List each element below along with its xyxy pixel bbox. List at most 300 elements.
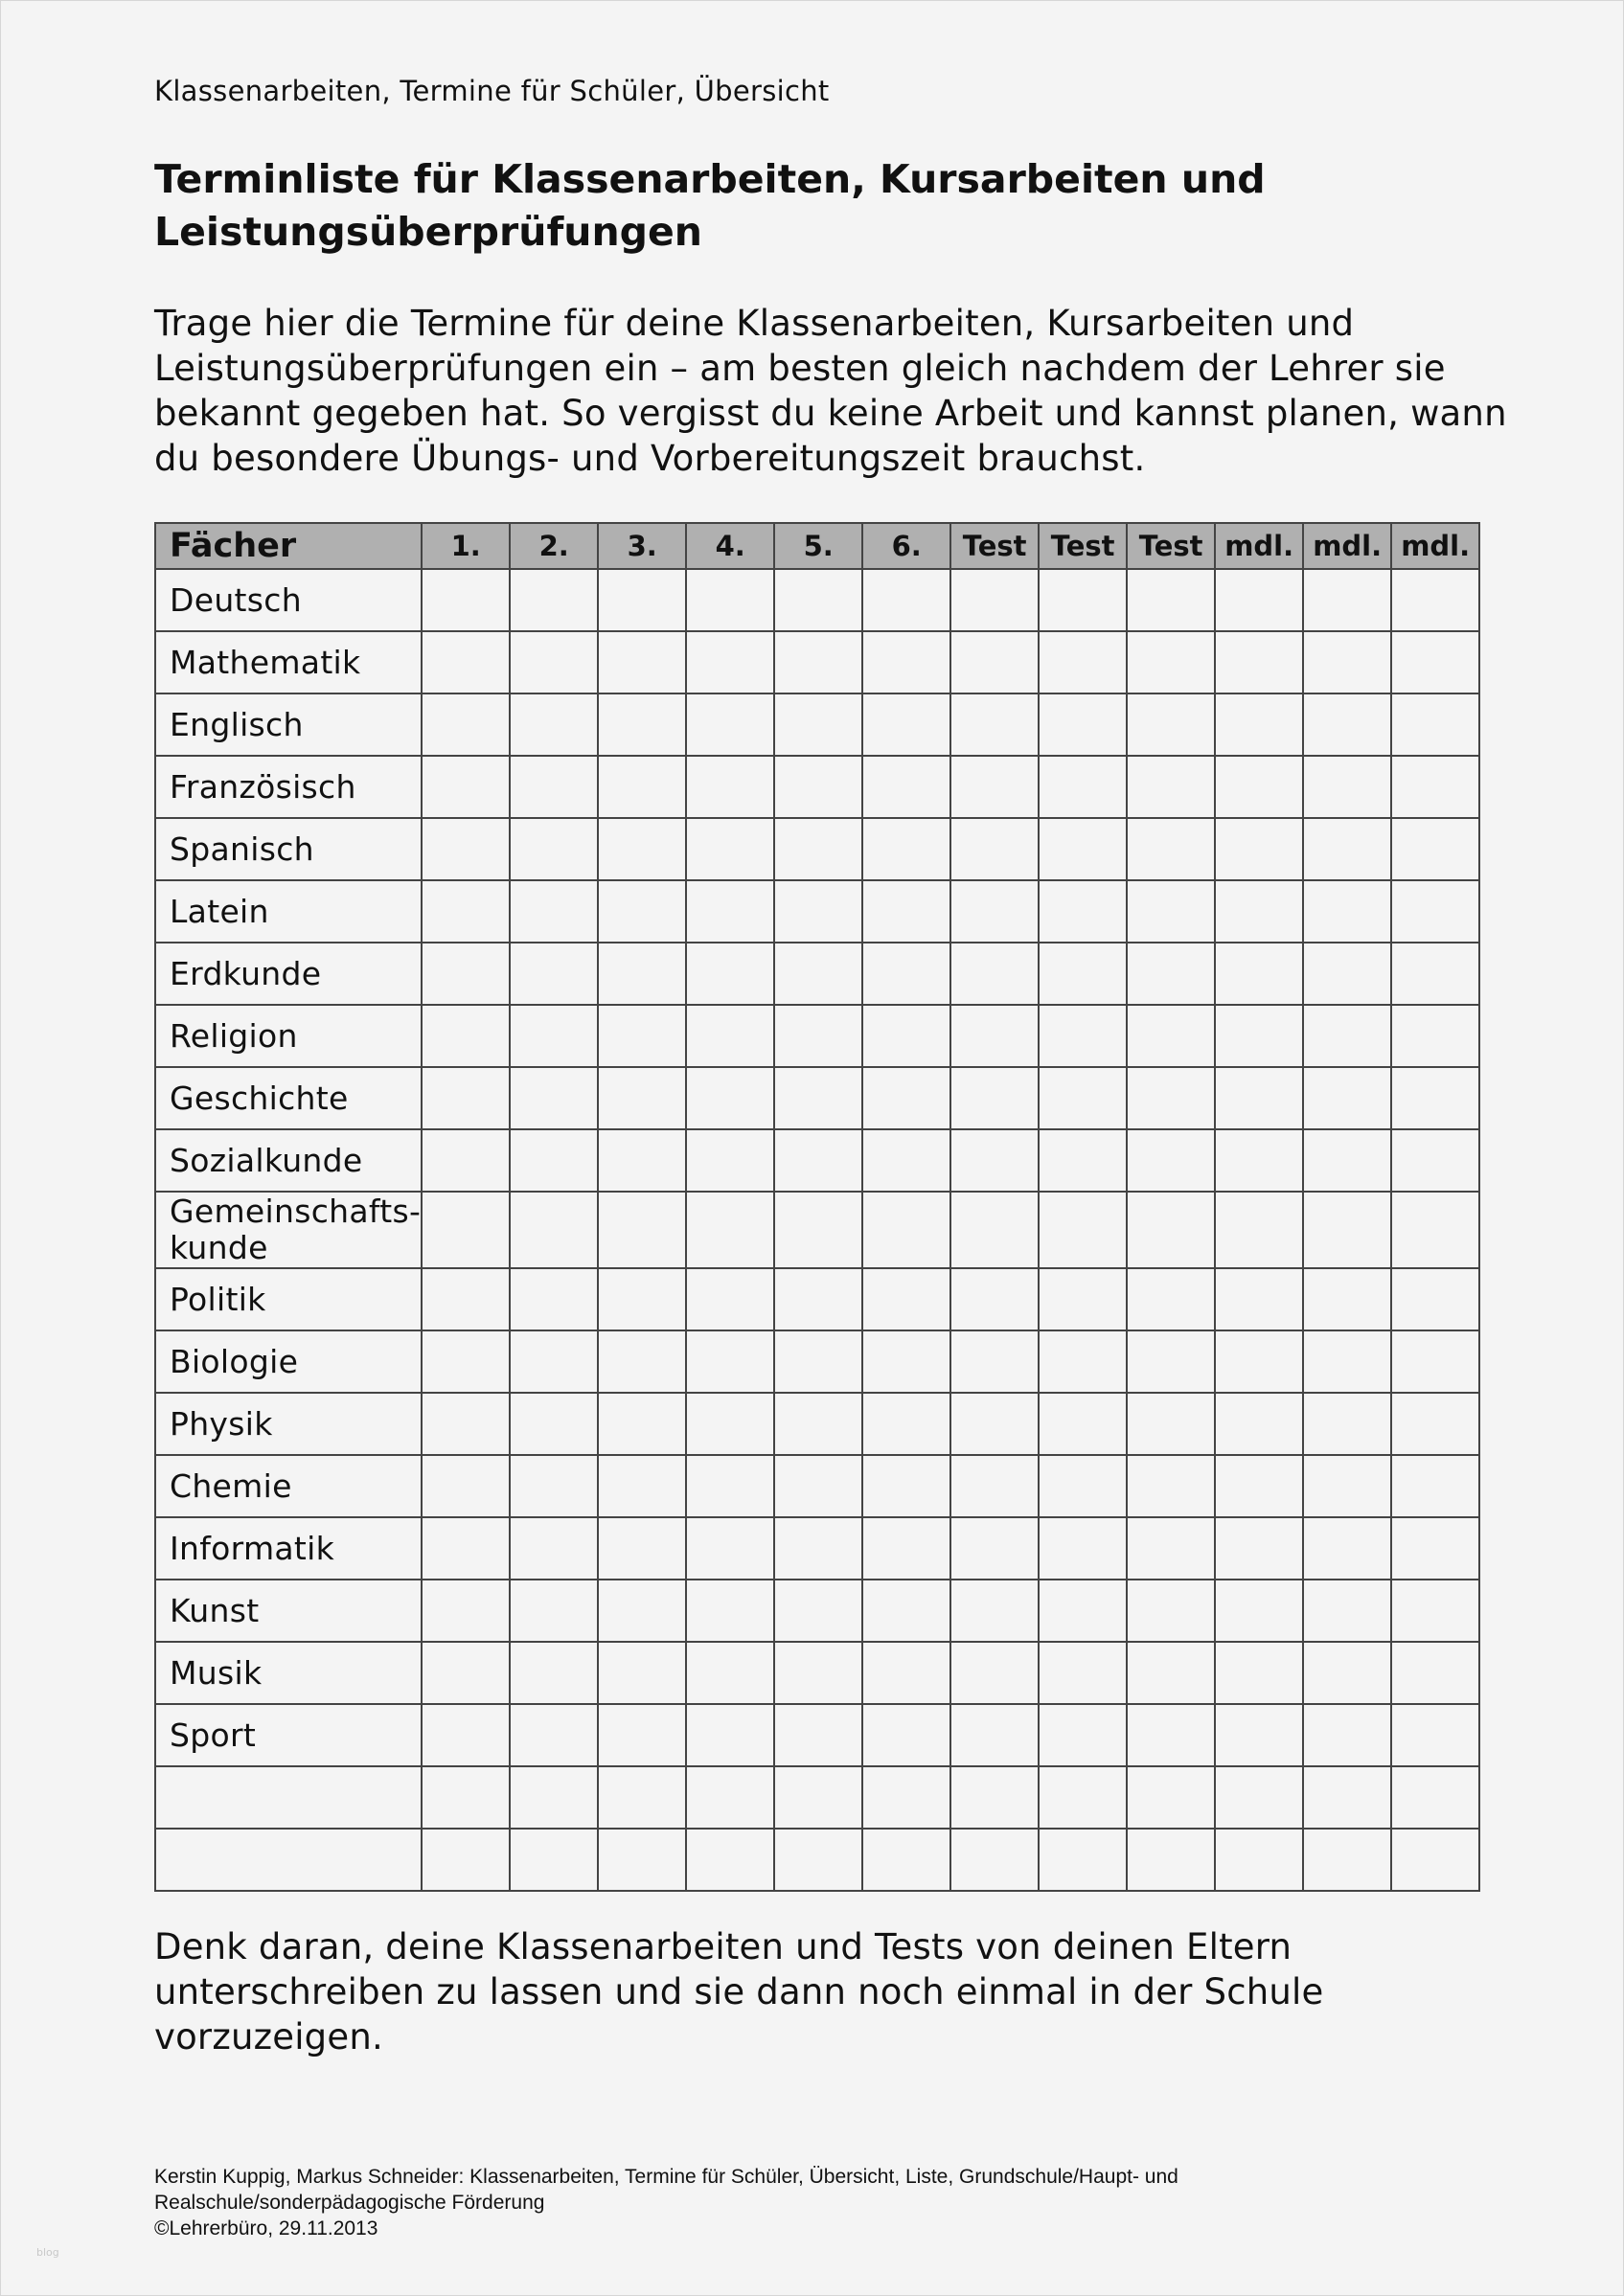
subject-label-line-1: Gemeinschafts- bbox=[170, 1193, 422, 1230]
date-entry-cell[interactable] bbox=[1391, 1330, 1479, 1393]
date-entry-cell[interactable] bbox=[686, 693, 774, 756]
date-entry-cell[interactable] bbox=[422, 1067, 510, 1129]
date-entry-cell[interactable] bbox=[774, 1005, 862, 1067]
date-entry-cell[interactable] bbox=[1127, 943, 1215, 1005]
date-entry-cell[interactable] bbox=[510, 1192, 598, 1268]
date-entry-cell[interactable] bbox=[598, 1766, 686, 1829]
date-entry-cell[interactable] bbox=[774, 880, 862, 943]
date-entry-cell[interactable] bbox=[1127, 818, 1215, 880]
date-entry-cell[interactable] bbox=[1215, 1067, 1303, 1129]
table-header-row bbox=[155, 523, 1479, 569]
date-entry-cell[interactable] bbox=[1127, 1067, 1215, 1129]
date-entry-cell[interactable] bbox=[1303, 880, 1391, 943]
date-entry-cell[interactable] bbox=[1391, 1393, 1479, 1455]
date-entry-cell[interactable] bbox=[862, 1642, 950, 1704]
date-entry-cell[interactable] bbox=[510, 1829, 598, 1891]
subject-label: Latein bbox=[155, 880, 422, 943]
date-entry-cell[interactable] bbox=[1127, 1766, 1215, 1829]
date-entry-cell[interactable] bbox=[950, 1829, 1039, 1891]
date-entry-cell[interactable] bbox=[686, 756, 774, 818]
date-entry-cell[interactable] bbox=[510, 693, 598, 756]
date-entry-cell[interactable] bbox=[510, 943, 598, 1005]
date-entry-cell[interactable] bbox=[1303, 1393, 1391, 1455]
date-entry-cell[interactable] bbox=[1303, 943, 1391, 1005]
date-entry-cell[interactable] bbox=[510, 1005, 598, 1067]
date-entry-cell[interactable] bbox=[1215, 1580, 1303, 1642]
subject-label: Musik bbox=[155, 1642, 422, 1704]
date-entry-cell[interactable] bbox=[1127, 1704, 1215, 1766]
date-entry-cell[interactable] bbox=[1303, 756, 1391, 818]
date-entry-cell[interactable] bbox=[598, 693, 686, 756]
date-entry-cell[interactable] bbox=[510, 1642, 598, 1704]
date-entry-cell[interactable] bbox=[1127, 1330, 1215, 1393]
date-entry-cell[interactable] bbox=[774, 943, 862, 1005]
date-entry-cell[interactable] bbox=[686, 1129, 774, 1192]
date-entry-cell[interactable] bbox=[1039, 1580, 1127, 1642]
date-entry-cell[interactable] bbox=[686, 1067, 774, 1129]
date-entry-cell[interactable] bbox=[1215, 880, 1303, 943]
date-entry-cell[interactable] bbox=[598, 1642, 686, 1704]
date-entry-cell[interactable] bbox=[950, 1766, 1039, 1829]
date-entry-cell[interactable] bbox=[686, 1192, 774, 1268]
footer-credits bbox=[154, 2164, 1496, 2241]
date-entry-cell[interactable] bbox=[1127, 1268, 1215, 1330]
date-entry-cell[interactable] bbox=[950, 880, 1039, 943]
date-entry-cell[interactable] bbox=[1127, 756, 1215, 818]
date-entry-cell[interactable] bbox=[1391, 631, 1479, 693]
date-entry-cell[interactable] bbox=[1039, 756, 1127, 818]
date-entry-cell[interactable] bbox=[862, 1580, 950, 1642]
date-entry-cell[interactable] bbox=[686, 818, 774, 880]
date-entry-cell[interactable] bbox=[686, 569, 774, 631]
date-entry-cell[interactable] bbox=[1039, 1393, 1127, 1455]
date-entry-cell[interactable] bbox=[422, 1580, 510, 1642]
date-entry-cell[interactable] bbox=[950, 1580, 1039, 1642]
date-entry-cell[interactable] bbox=[774, 1192, 862, 1268]
date-entry-cell[interactable] bbox=[510, 756, 598, 818]
subject-label-empty bbox=[155, 1766, 422, 1829]
date-entry-cell[interactable] bbox=[1127, 1829, 1215, 1891]
date-entry-cell[interactable] bbox=[686, 1393, 774, 1455]
date-entry-cell[interactable] bbox=[422, 943, 510, 1005]
date-entry-cell[interactable] bbox=[1127, 1393, 1215, 1455]
date-entry-cell[interactable] bbox=[862, 1330, 950, 1393]
date-entry-cell[interactable] bbox=[1039, 943, 1127, 1005]
date-entry-cell[interactable] bbox=[1127, 880, 1215, 943]
date-entry-cell[interactable] bbox=[1039, 631, 1127, 693]
date-entry-cell[interactable] bbox=[686, 880, 774, 943]
column-header-exam-4: 4. bbox=[686, 523, 774, 569]
date-entry-cell[interactable] bbox=[862, 1129, 950, 1192]
date-entry-cell[interactable] bbox=[422, 1455, 510, 1517]
date-entry-cell[interactable] bbox=[1391, 693, 1479, 756]
date-entry-cell[interactable] bbox=[422, 1642, 510, 1704]
date-entry-cell[interactable] bbox=[422, 1766, 510, 1829]
date-entry-cell[interactable] bbox=[1215, 943, 1303, 1005]
date-entry-cell[interactable] bbox=[774, 756, 862, 818]
date-entry-cell[interactable] bbox=[598, 1129, 686, 1192]
date-entry-cell[interactable] bbox=[774, 1517, 862, 1580]
date-entry-cell[interactable] bbox=[1391, 569, 1479, 631]
date-entry-cell[interactable] bbox=[1215, 818, 1303, 880]
table-row bbox=[155, 1455, 1479, 1517]
subject-label: Englisch bbox=[155, 693, 422, 756]
date-entry-cell[interactable] bbox=[1303, 631, 1391, 693]
date-entry-cell[interactable] bbox=[1127, 1580, 1215, 1642]
exam-schedule-table bbox=[154, 522, 1480, 1892]
date-entry-cell[interactable] bbox=[1391, 1704, 1479, 1766]
date-entry-cell[interactable] bbox=[422, 569, 510, 631]
date-entry-cell[interactable] bbox=[1215, 1192, 1303, 1268]
date-entry-cell[interactable] bbox=[862, 943, 950, 1005]
date-entry-cell[interactable] bbox=[774, 1330, 862, 1393]
date-entry-cell[interactable] bbox=[950, 1268, 1039, 1330]
date-entry-cell[interactable] bbox=[1391, 1067, 1479, 1129]
table-row bbox=[155, 1704, 1479, 1766]
date-entry-cell[interactable] bbox=[862, 569, 950, 631]
date-entry-cell[interactable] bbox=[598, 818, 686, 880]
date-entry-cell[interactable] bbox=[950, 1192, 1039, 1268]
date-entry-cell[interactable] bbox=[1303, 1067, 1391, 1129]
date-entry-cell[interactable] bbox=[422, 1330, 510, 1393]
date-entry-cell[interactable] bbox=[950, 1005, 1039, 1067]
date-entry-cell[interactable] bbox=[598, 569, 686, 631]
date-entry-cell[interactable] bbox=[1039, 1704, 1127, 1766]
date-entry-cell[interactable] bbox=[510, 569, 598, 631]
date-entry-cell[interactable] bbox=[774, 1580, 862, 1642]
date-entry-cell[interactable] bbox=[1391, 1517, 1479, 1580]
date-entry-cell[interactable] bbox=[1303, 1330, 1391, 1393]
date-entry-cell[interactable] bbox=[598, 1455, 686, 1517]
date-entry-cell[interactable] bbox=[950, 1704, 1039, 1766]
date-entry-cell[interactable] bbox=[510, 1704, 598, 1766]
subject-label: Informatik bbox=[155, 1517, 422, 1580]
date-entry-cell[interactable] bbox=[1039, 1829, 1127, 1891]
date-entry-cell[interactable] bbox=[422, 818, 510, 880]
date-entry-cell[interactable] bbox=[1215, 1829, 1303, 1891]
title-line-2: Leistungsüberprüfungen bbox=[154, 209, 702, 255]
date-entry-cell[interactable] bbox=[862, 693, 950, 756]
date-entry-cell[interactable] bbox=[1039, 1766, 1127, 1829]
table-row bbox=[155, 756, 1479, 818]
date-entry-cell[interactable] bbox=[950, 631, 1039, 693]
date-entry-cell[interactable] bbox=[1039, 1455, 1127, 1517]
date-entry-cell[interactable] bbox=[598, 756, 686, 818]
date-entry-cell[interactable] bbox=[422, 880, 510, 943]
date-entry-cell[interactable] bbox=[1039, 1067, 1127, 1129]
table-row bbox=[155, 1268, 1479, 1330]
date-entry-cell[interactable] bbox=[774, 1393, 862, 1455]
date-entry-cell[interactable] bbox=[1303, 1192, 1391, 1268]
column-header-test-2: Test bbox=[1039, 523, 1127, 569]
date-entry-cell[interactable] bbox=[598, 1268, 686, 1330]
date-entry-cell[interactable] bbox=[1215, 693, 1303, 756]
table-row bbox=[155, 1330, 1479, 1393]
date-entry-cell[interactable] bbox=[862, 1268, 950, 1330]
subject-label: Sport bbox=[155, 1704, 422, 1766]
date-entry-cell[interactable] bbox=[1303, 1005, 1391, 1067]
date-entry-cell[interactable] bbox=[510, 1393, 598, 1455]
date-entry-cell[interactable] bbox=[774, 818, 862, 880]
intro-line-1: Trage hier die Termine für deine Klassenarbeiten, Kursarbeiten und bbox=[154, 303, 1355, 344]
date-entry-cell[interactable] bbox=[510, 1517, 598, 1580]
date-entry-cell[interactable] bbox=[510, 1766, 598, 1829]
subject-label: Erdkunde bbox=[155, 943, 422, 1005]
table-row bbox=[155, 569, 1479, 631]
date-entry-cell[interactable] bbox=[1303, 1704, 1391, 1766]
closing-paragraph bbox=[154, 1924, 1515, 2059]
column-header-subjects: Fächer bbox=[155, 523, 422, 569]
date-entry-cell[interactable] bbox=[1039, 1268, 1127, 1330]
date-entry-cell[interactable] bbox=[1215, 1642, 1303, 1704]
date-entry-cell[interactable] bbox=[686, 1268, 774, 1330]
column-header-oral-1: mdl. bbox=[1215, 523, 1303, 569]
footer-line-1: Kerstin Kuppig, Markus Schneider: Klassenarbeiten, Termine für Schüler, Übersicht, Liste, Grundschule/Haupt- und bbox=[154, 2166, 1178, 2188]
date-entry-cell[interactable] bbox=[1039, 818, 1127, 880]
date-entry-cell[interactable] bbox=[422, 1268, 510, 1330]
date-entry-cell[interactable] bbox=[686, 1580, 774, 1642]
date-entry-cell[interactable] bbox=[950, 569, 1039, 631]
date-entry-cell[interactable] bbox=[1303, 1517, 1391, 1580]
date-entry-cell[interactable] bbox=[1391, 1005, 1479, 1067]
date-entry-cell[interactable] bbox=[950, 1517, 1039, 1580]
date-entry-cell[interactable] bbox=[686, 1642, 774, 1704]
date-entry-cell[interactable] bbox=[1303, 569, 1391, 631]
date-entry-cell[interactable] bbox=[598, 631, 686, 693]
date-entry-cell[interactable] bbox=[1215, 756, 1303, 818]
date-entry-cell[interactable] bbox=[1215, 569, 1303, 631]
date-entry-cell[interactable] bbox=[422, 1005, 510, 1067]
date-entry-cell[interactable] bbox=[510, 1330, 598, 1393]
date-entry-cell[interactable] bbox=[598, 1704, 686, 1766]
date-entry-cell[interactable] bbox=[862, 818, 950, 880]
column-header-test-3: Test bbox=[1127, 523, 1215, 569]
date-entry-cell[interactable] bbox=[862, 1067, 950, 1129]
date-entry-cell[interactable] bbox=[774, 1704, 862, 1766]
date-entry-cell[interactable] bbox=[1127, 1129, 1215, 1192]
date-entry-cell[interactable] bbox=[510, 818, 598, 880]
date-entry-cell[interactable] bbox=[950, 1642, 1039, 1704]
date-entry-cell[interactable] bbox=[598, 1005, 686, 1067]
table-row bbox=[155, 1393, 1479, 1455]
date-entry-cell[interactable] bbox=[1215, 631, 1303, 693]
date-entry-cell[interactable] bbox=[422, 1129, 510, 1192]
date-entry-cell[interactable] bbox=[686, 1517, 774, 1580]
date-entry-cell[interactable] bbox=[1215, 1129, 1303, 1192]
date-entry-cell[interactable] bbox=[1303, 1455, 1391, 1517]
date-entry-cell[interactable] bbox=[950, 756, 1039, 818]
date-entry-cell[interactable] bbox=[1127, 1192, 1215, 1268]
date-entry-cell[interactable] bbox=[1215, 1268, 1303, 1330]
date-entry-cell[interactable] bbox=[422, 693, 510, 756]
date-entry-cell[interactable] bbox=[1303, 1766, 1391, 1829]
column-header-oral-2: mdl. bbox=[1303, 523, 1391, 569]
date-entry-cell[interactable] bbox=[686, 1005, 774, 1067]
table-row bbox=[155, 1517, 1479, 1580]
date-entry-cell[interactable] bbox=[774, 1642, 862, 1704]
date-entry-cell[interactable] bbox=[1391, 1829, 1479, 1891]
date-entry-cell[interactable] bbox=[510, 880, 598, 943]
date-entry-cell[interactable] bbox=[862, 1517, 950, 1580]
date-entry-cell[interactable] bbox=[686, 1829, 774, 1891]
date-entry-cell[interactable] bbox=[1303, 1129, 1391, 1192]
date-entry-cell[interactable] bbox=[774, 1268, 862, 1330]
date-entry-cell[interactable] bbox=[1039, 880, 1127, 943]
date-entry-cell[interactable] bbox=[510, 1455, 598, 1517]
date-entry-cell[interactable] bbox=[862, 1455, 950, 1517]
subject-label: Französisch bbox=[155, 756, 422, 818]
date-entry-cell[interactable] bbox=[686, 1455, 774, 1517]
date-entry-cell[interactable] bbox=[1391, 1192, 1479, 1268]
date-entry-cell[interactable] bbox=[862, 1766, 950, 1829]
date-entry-cell[interactable] bbox=[1039, 1330, 1127, 1393]
intro-line-4: du besondere Übungs- und Vorbereitungszeit brauchst. bbox=[154, 438, 1146, 479]
date-entry-cell[interactable] bbox=[598, 1192, 686, 1268]
date-entry-cell[interactable] bbox=[1039, 1517, 1127, 1580]
date-entry-cell[interactable] bbox=[422, 1393, 510, 1455]
date-entry-cell[interactable] bbox=[1303, 818, 1391, 880]
date-entry-cell[interactable] bbox=[774, 1766, 862, 1829]
date-entry-cell[interactable] bbox=[686, 1330, 774, 1393]
subject-label: Geschichte bbox=[155, 1067, 422, 1129]
date-entry-cell[interactable] bbox=[774, 1067, 862, 1129]
date-entry-cell[interactable] bbox=[862, 1829, 950, 1891]
date-entry-cell[interactable] bbox=[774, 569, 862, 631]
date-entry-cell[interactable] bbox=[510, 1129, 598, 1192]
date-entry-cell[interactable] bbox=[774, 631, 862, 693]
date-entry-cell[interactable] bbox=[1127, 693, 1215, 756]
table-row bbox=[155, 1766, 1479, 1829]
date-entry-cell[interactable] bbox=[950, 1455, 1039, 1517]
table-row bbox=[155, 1580, 1479, 1642]
date-entry-cell[interactable] bbox=[1391, 943, 1479, 1005]
subject-label: Politik bbox=[155, 1268, 422, 1330]
date-entry-cell[interactable] bbox=[1215, 1517, 1303, 1580]
table-row bbox=[155, 818, 1479, 880]
date-entry-cell[interactable] bbox=[1391, 756, 1479, 818]
date-entry-cell[interactable] bbox=[1127, 631, 1215, 693]
column-header-exam-1: 1. bbox=[422, 523, 510, 569]
date-entry-cell[interactable] bbox=[862, 1192, 950, 1268]
date-entry-cell[interactable] bbox=[950, 1330, 1039, 1393]
date-entry-cell[interactable] bbox=[598, 1517, 686, 1580]
date-entry-cell[interactable] bbox=[950, 1129, 1039, 1192]
date-entry-cell[interactable] bbox=[1303, 1829, 1391, 1891]
date-entry-cell[interactable] bbox=[1039, 1005, 1127, 1067]
date-entry-cell[interactable] bbox=[1215, 1005, 1303, 1067]
subject-label: Kunst bbox=[155, 1580, 422, 1642]
date-entry-cell[interactable] bbox=[1391, 1642, 1479, 1704]
intro-paragraph bbox=[154, 301, 1515, 481]
date-entry-cell[interactable] bbox=[950, 943, 1039, 1005]
date-entry-cell[interactable] bbox=[1391, 1455, 1479, 1517]
date-entry-cell[interactable] bbox=[1303, 1642, 1391, 1704]
date-entry-cell[interactable] bbox=[862, 1005, 950, 1067]
date-entry-cell[interactable] bbox=[510, 1067, 598, 1129]
date-entry-cell[interactable] bbox=[598, 1330, 686, 1393]
subject-label: Sozialkunde bbox=[155, 1129, 422, 1192]
date-entry-cell[interactable] bbox=[950, 693, 1039, 756]
date-entry-cell[interactable] bbox=[1127, 1517, 1215, 1580]
date-entry-cell[interactable] bbox=[510, 631, 598, 693]
date-entry-cell[interactable] bbox=[598, 880, 686, 943]
date-entry-cell[interactable] bbox=[1391, 1268, 1479, 1330]
date-entry-cell[interactable] bbox=[598, 943, 686, 1005]
date-entry-cell[interactable] bbox=[774, 1129, 862, 1192]
date-entry-cell[interactable] bbox=[1303, 693, 1391, 756]
date-entry-cell[interactable] bbox=[1391, 1766, 1479, 1829]
date-entry-cell[interactable] bbox=[686, 631, 774, 693]
date-entry-cell[interactable] bbox=[1391, 1129, 1479, 1192]
column-header-exam-5: 5. bbox=[774, 523, 862, 569]
date-entry-cell[interactable] bbox=[422, 756, 510, 818]
date-entry-cell[interactable] bbox=[510, 1268, 598, 1330]
subject-label: Biologie bbox=[155, 1330, 422, 1393]
date-entry-cell[interactable] bbox=[1127, 1005, 1215, 1067]
date-entry-cell[interactable] bbox=[774, 693, 862, 756]
date-entry-cell[interactable] bbox=[1303, 1268, 1391, 1330]
column-header-oral-3: mdl. bbox=[1391, 523, 1479, 569]
date-entry-cell[interactable] bbox=[1391, 1580, 1479, 1642]
date-entry-cell[interactable] bbox=[1215, 1330, 1303, 1393]
date-entry-cell[interactable] bbox=[422, 1829, 510, 1891]
closing-line-3: vorzuzeigen. bbox=[154, 2016, 383, 2057]
date-entry-cell[interactable] bbox=[862, 756, 950, 818]
date-entry-cell[interactable] bbox=[1039, 1129, 1127, 1192]
date-entry-cell[interactable] bbox=[774, 1455, 862, 1517]
date-entry-cell[interactable] bbox=[422, 1704, 510, 1766]
date-entry-cell[interactable] bbox=[422, 1192, 510, 1268]
date-entry-cell[interactable] bbox=[862, 880, 950, 943]
date-entry-cell[interactable] bbox=[598, 1829, 686, 1891]
date-entry-cell[interactable] bbox=[1391, 818, 1479, 880]
date-entry-cell[interactable] bbox=[1215, 1704, 1303, 1766]
date-entry-cell[interactable] bbox=[598, 1580, 686, 1642]
date-entry-cell[interactable] bbox=[1127, 1642, 1215, 1704]
date-entry-cell[interactable] bbox=[1039, 693, 1127, 756]
date-entry-cell[interactable] bbox=[1303, 1580, 1391, 1642]
date-entry-cell[interactable] bbox=[862, 631, 950, 693]
date-entry-cell[interactable] bbox=[862, 1704, 950, 1766]
date-entry-cell[interactable] bbox=[1039, 1192, 1127, 1268]
date-entry-cell[interactable] bbox=[1039, 1642, 1127, 1704]
date-entry-cell[interactable] bbox=[1127, 569, 1215, 631]
date-entry-cell[interactable] bbox=[1215, 1393, 1303, 1455]
date-entry-cell[interactable] bbox=[598, 1067, 686, 1129]
date-entry-cell[interactable] bbox=[510, 1580, 598, 1642]
date-entry-cell[interactable] bbox=[1127, 1455, 1215, 1517]
date-entry-cell[interactable] bbox=[422, 1517, 510, 1580]
subject-label-empty bbox=[155, 1829, 422, 1891]
date-entry-cell[interactable] bbox=[598, 1393, 686, 1455]
table-row bbox=[155, 1642, 1479, 1704]
date-entry-cell[interactable] bbox=[862, 1393, 950, 1455]
date-entry-cell[interactable] bbox=[1391, 880, 1479, 943]
date-entry-cell[interactable] bbox=[686, 943, 774, 1005]
date-entry-cell[interactable] bbox=[774, 1829, 862, 1891]
date-entry-cell[interactable] bbox=[1215, 1766, 1303, 1829]
page-title bbox=[154, 153, 1496, 259]
date-entry-cell[interactable] bbox=[950, 1067, 1039, 1129]
date-entry-cell[interactable] bbox=[686, 1766, 774, 1829]
date-entry-cell[interactable] bbox=[686, 1704, 774, 1766]
date-entry-cell[interactable] bbox=[422, 631, 510, 693]
date-entry-cell[interactable] bbox=[950, 818, 1039, 880]
date-entry-cell[interactable] bbox=[1039, 569, 1127, 631]
date-entry-cell[interactable] bbox=[950, 1393, 1039, 1455]
table-row bbox=[155, 1067, 1479, 1129]
date-entry-cell[interactable] bbox=[1215, 1455, 1303, 1517]
